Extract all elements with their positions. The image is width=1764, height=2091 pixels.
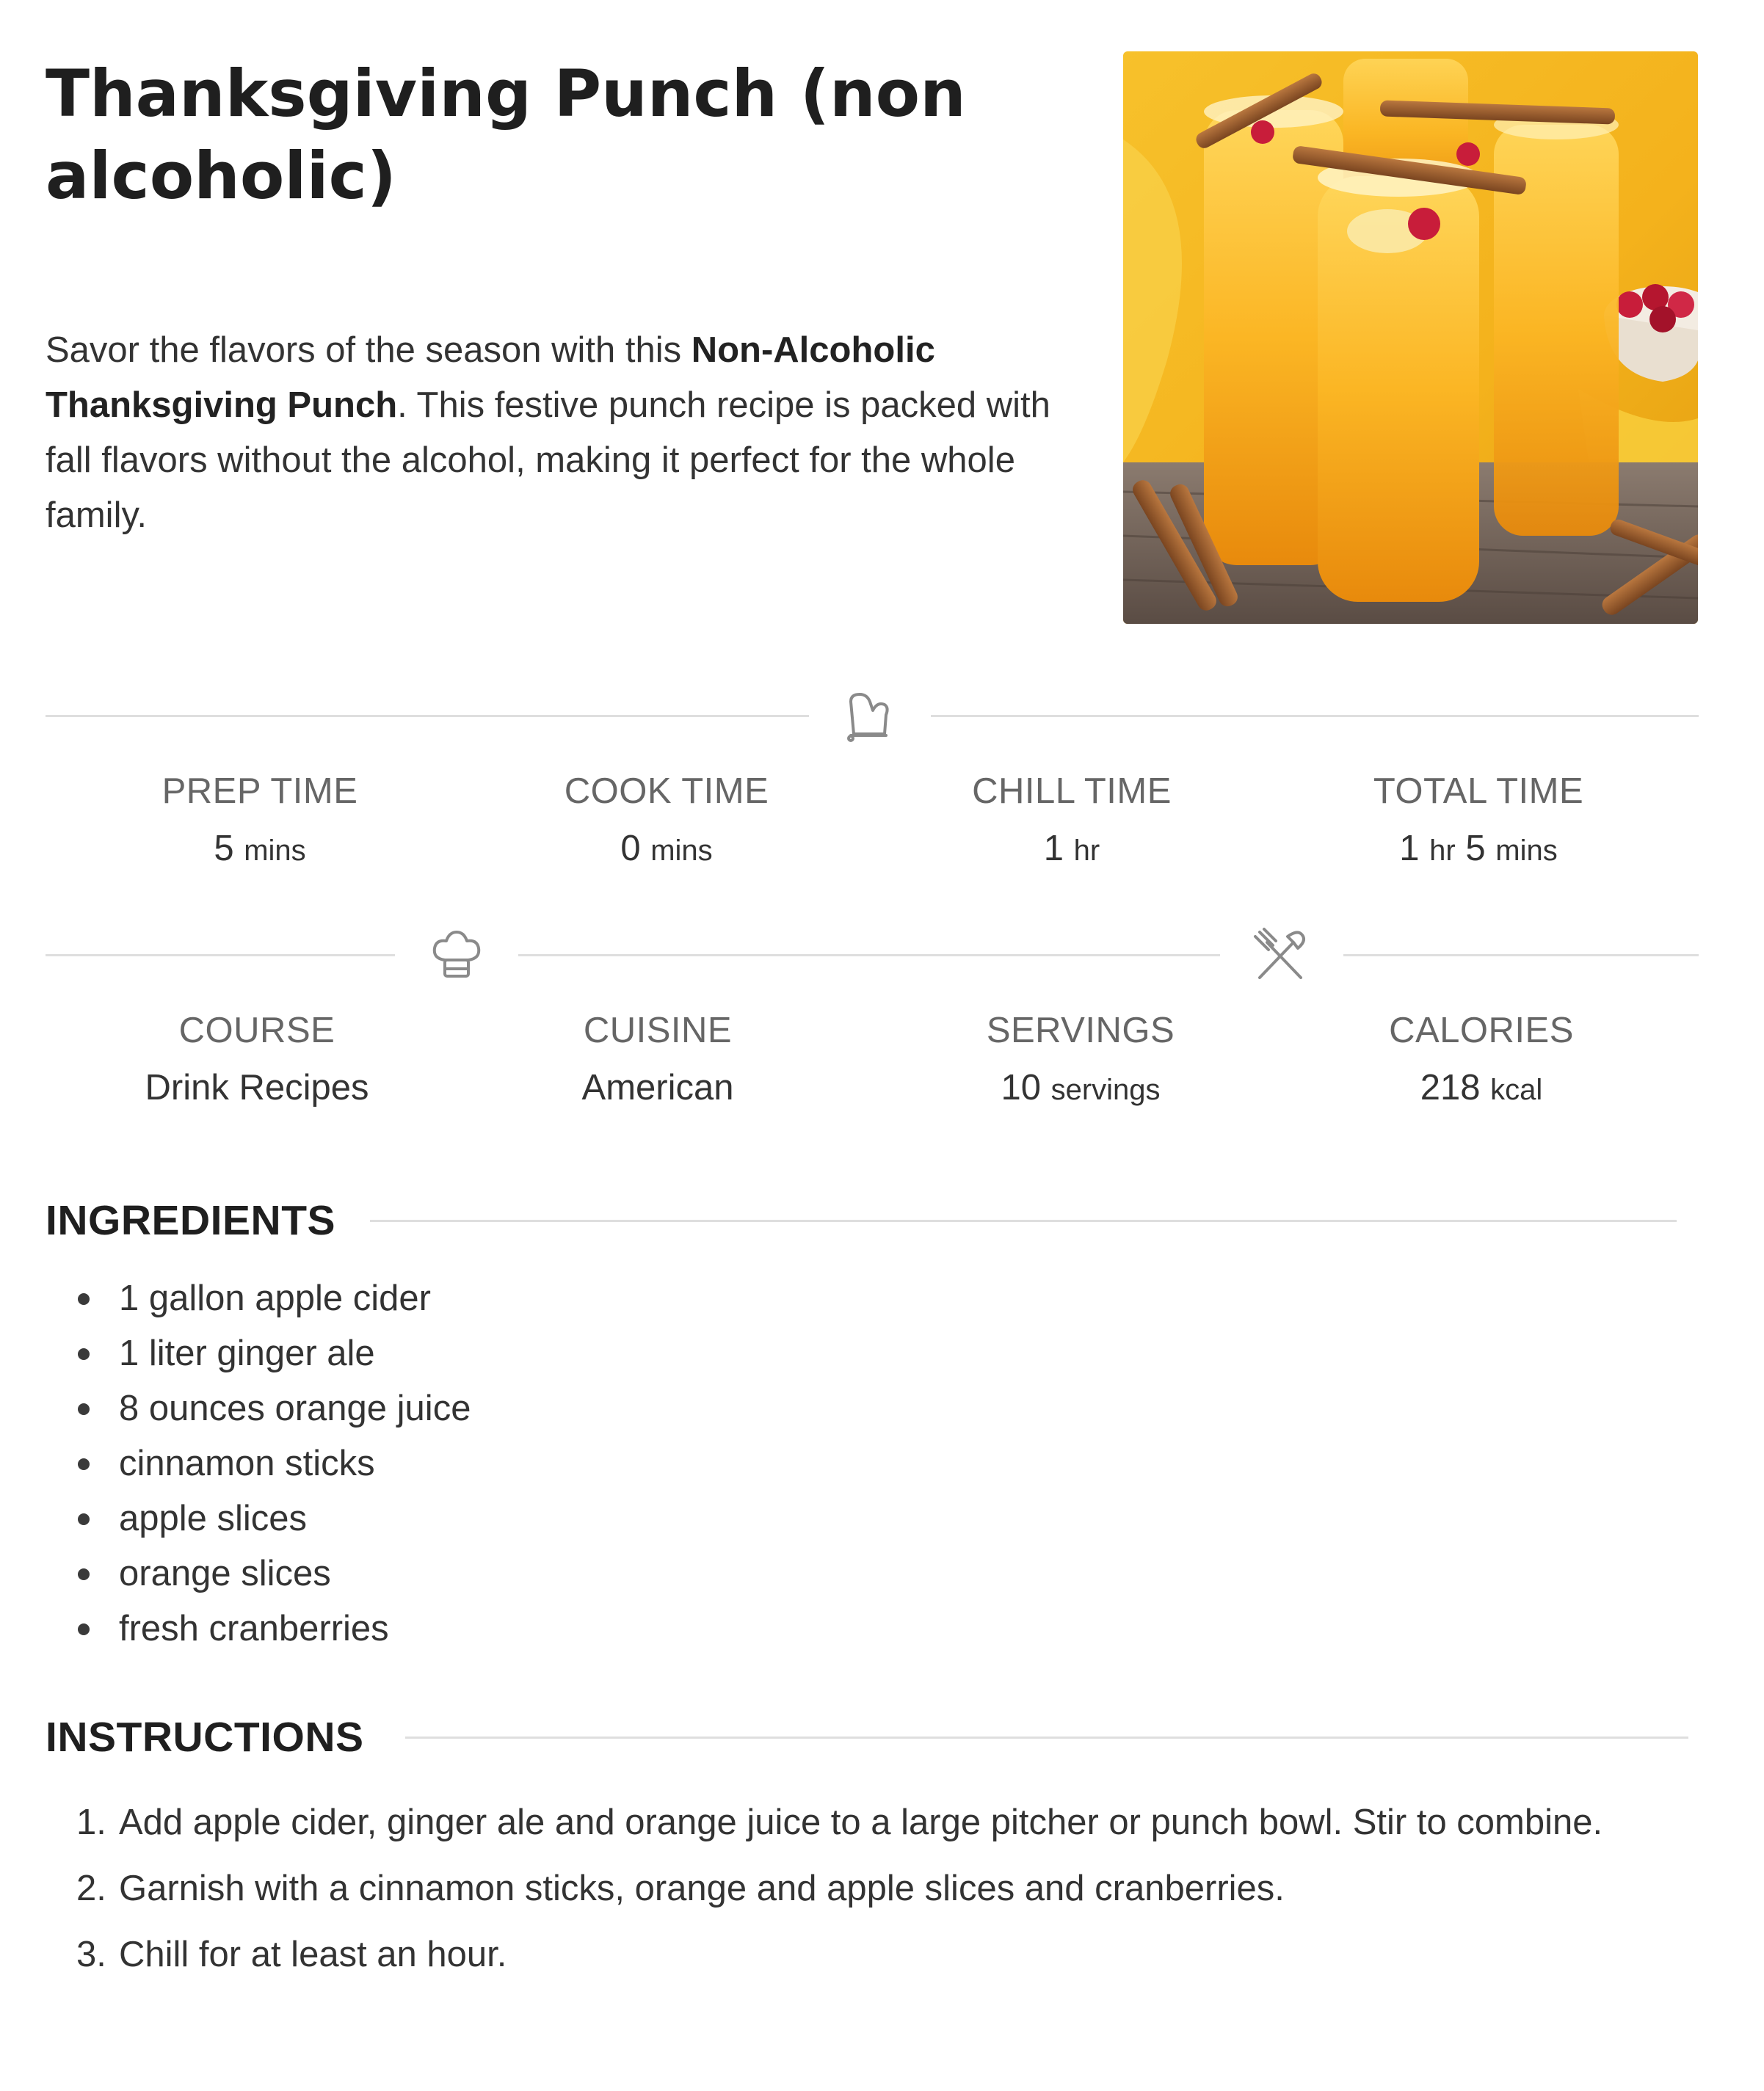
course-block (53, 1008, 461, 1110)
divider-details-middle (518, 954, 1220, 956)
total-time-label: TOTAL TIME (1373, 771, 1584, 811)
prep-time-value (56, 826, 464, 873)
calories-block (1277, 1008, 1685, 1112)
summary-text-end: . This festive punch recipe is packed with fall flavors without the alcohol, making it perfect for the whole family. (46, 385, 1050, 535)
total-time-block (1274, 769, 1683, 873)
chef-hat-icon (427, 926, 486, 985)
bullet-icon (78, 1403, 90, 1415)
chill-time-unit: hr (1073, 834, 1100, 867)
cuisine-value: American (581, 1068, 734, 1108)
ingredient-item (46, 1381, 471, 1436)
calories-label: CALORIES (1389, 1011, 1574, 1050)
chill-time-value (868, 826, 1276, 873)
chill-time-number: 1 (1043, 829, 1064, 868)
course-value: Drink Recipes (145, 1068, 369, 1108)
calories-value (1277, 1066, 1685, 1112)
ingredient-item (46, 1271, 471, 1326)
divider-times-left (46, 715, 809, 717)
servings-number: 10 (1001, 1068, 1041, 1108)
prep-time-label: PREP TIME (161, 771, 358, 811)
ingredients-list (46, 1271, 471, 1657)
chill-time-label: CHILL TIME (972, 771, 1172, 811)
chill-time-block (868, 769, 1276, 873)
recipe-title: Thanksgiving Punch (non alcoholic) (46, 56, 966, 214)
total-time-value (1274, 826, 1683, 873)
oven-mitt-icon (841, 688, 899, 747)
ingredient-text: 1 gallon apple cider (119, 1279, 431, 1318)
ingredient-text: 8 ounces orange juice (119, 1389, 471, 1428)
instructions-heading: INSTRUCTIONS (46, 1714, 364, 1761)
recipe-summary (46, 323, 1103, 543)
ingredient-item (46, 1601, 471, 1657)
step-number: 2. (76, 1869, 106, 1908)
instruction-text: Garnish with a cinnamon sticks, orange and apple slices and cranberries. (119, 1869, 1285, 1908)
prep-time-unit: mins (244, 834, 306, 867)
ingredients-heading-rule (370, 1220, 1677, 1222)
total-time-hours-unit: hr (1429, 834, 1456, 867)
cook-time-number: 0 (620, 829, 641, 868)
cuisine-label: CUISINE (583, 1011, 733, 1050)
step-number: 1. (76, 1803, 106, 1842)
recipe-image (1123, 51, 1698, 624)
instruction-step (46, 1855, 1603, 1921)
prep-time-number: 5 (214, 829, 234, 868)
step-number: 3. (76, 1935, 106, 1974)
divider-details-right (1343, 954, 1699, 956)
ingredient-item (46, 1436, 471, 1491)
servings-unit: servings (1050, 1074, 1161, 1106)
servings-label: SERVINGS (986, 1011, 1175, 1050)
cook-time-block (462, 769, 871, 873)
ingredient-item (46, 1546, 471, 1601)
instructions-list (46, 1789, 1603, 1988)
total-time-hours-number: 1 (1399, 829, 1420, 868)
ingredient-text: 1 liter ginger ale (119, 1334, 375, 1373)
ingredients-heading: INGREDIENTS (46, 1197, 336, 1244)
bullet-icon (78, 1623, 90, 1635)
total-time-mins-number: 5 (1465, 829, 1486, 868)
cuisine-block (454, 1008, 862, 1110)
calories-unit: kcal (1490, 1074, 1543, 1106)
summary-text-start: Savor the flavors of the season with this (46, 330, 692, 370)
ingredient-text: apple slices (119, 1499, 308, 1538)
prep-time-block (56, 769, 464, 873)
ingredient-item (46, 1491, 471, 1546)
calories-number: 218 (1420, 1068, 1481, 1108)
ingredient-text: fresh cranberries (119, 1609, 389, 1648)
fork-knife-icon (1251, 926, 1310, 985)
instruction-step (46, 1921, 1603, 1988)
cook-time-unit: mins (650, 834, 713, 867)
bullet-icon (78, 1348, 90, 1360)
instruction-text: Add apple cider, ginger ale and orange juice to a large pitcher or punch bowl. Stir to combine. (119, 1803, 1603, 1842)
ingredient-text: cinnamon sticks (119, 1444, 375, 1483)
bullet-icon (78, 1293, 90, 1305)
instructions-heading-rule (405, 1737, 1688, 1739)
total-time-mins-unit: mins (1495, 834, 1558, 867)
bullet-icon (78, 1568, 90, 1580)
bullet-icon (78, 1513, 90, 1525)
summary-bold-text: Non-Alcoholic Thanksgiving Punch (46, 330, 935, 425)
instruction-step (46, 1789, 1603, 1855)
divider-times-right (931, 715, 1699, 717)
servings-value (876, 1066, 1285, 1112)
ingredient-item (46, 1326, 471, 1381)
ingredient-text: orange slices (119, 1554, 331, 1593)
course-label: COURSE (178, 1011, 335, 1050)
cook-time-value (462, 826, 871, 873)
cook-time-label: COOK TIME (564, 771, 769, 811)
servings-block (876, 1008, 1285, 1112)
bullet-icon (78, 1458, 90, 1470)
divider-details-left (46, 954, 395, 956)
instruction-text: Chill for at least an hour. (119, 1935, 507, 1974)
